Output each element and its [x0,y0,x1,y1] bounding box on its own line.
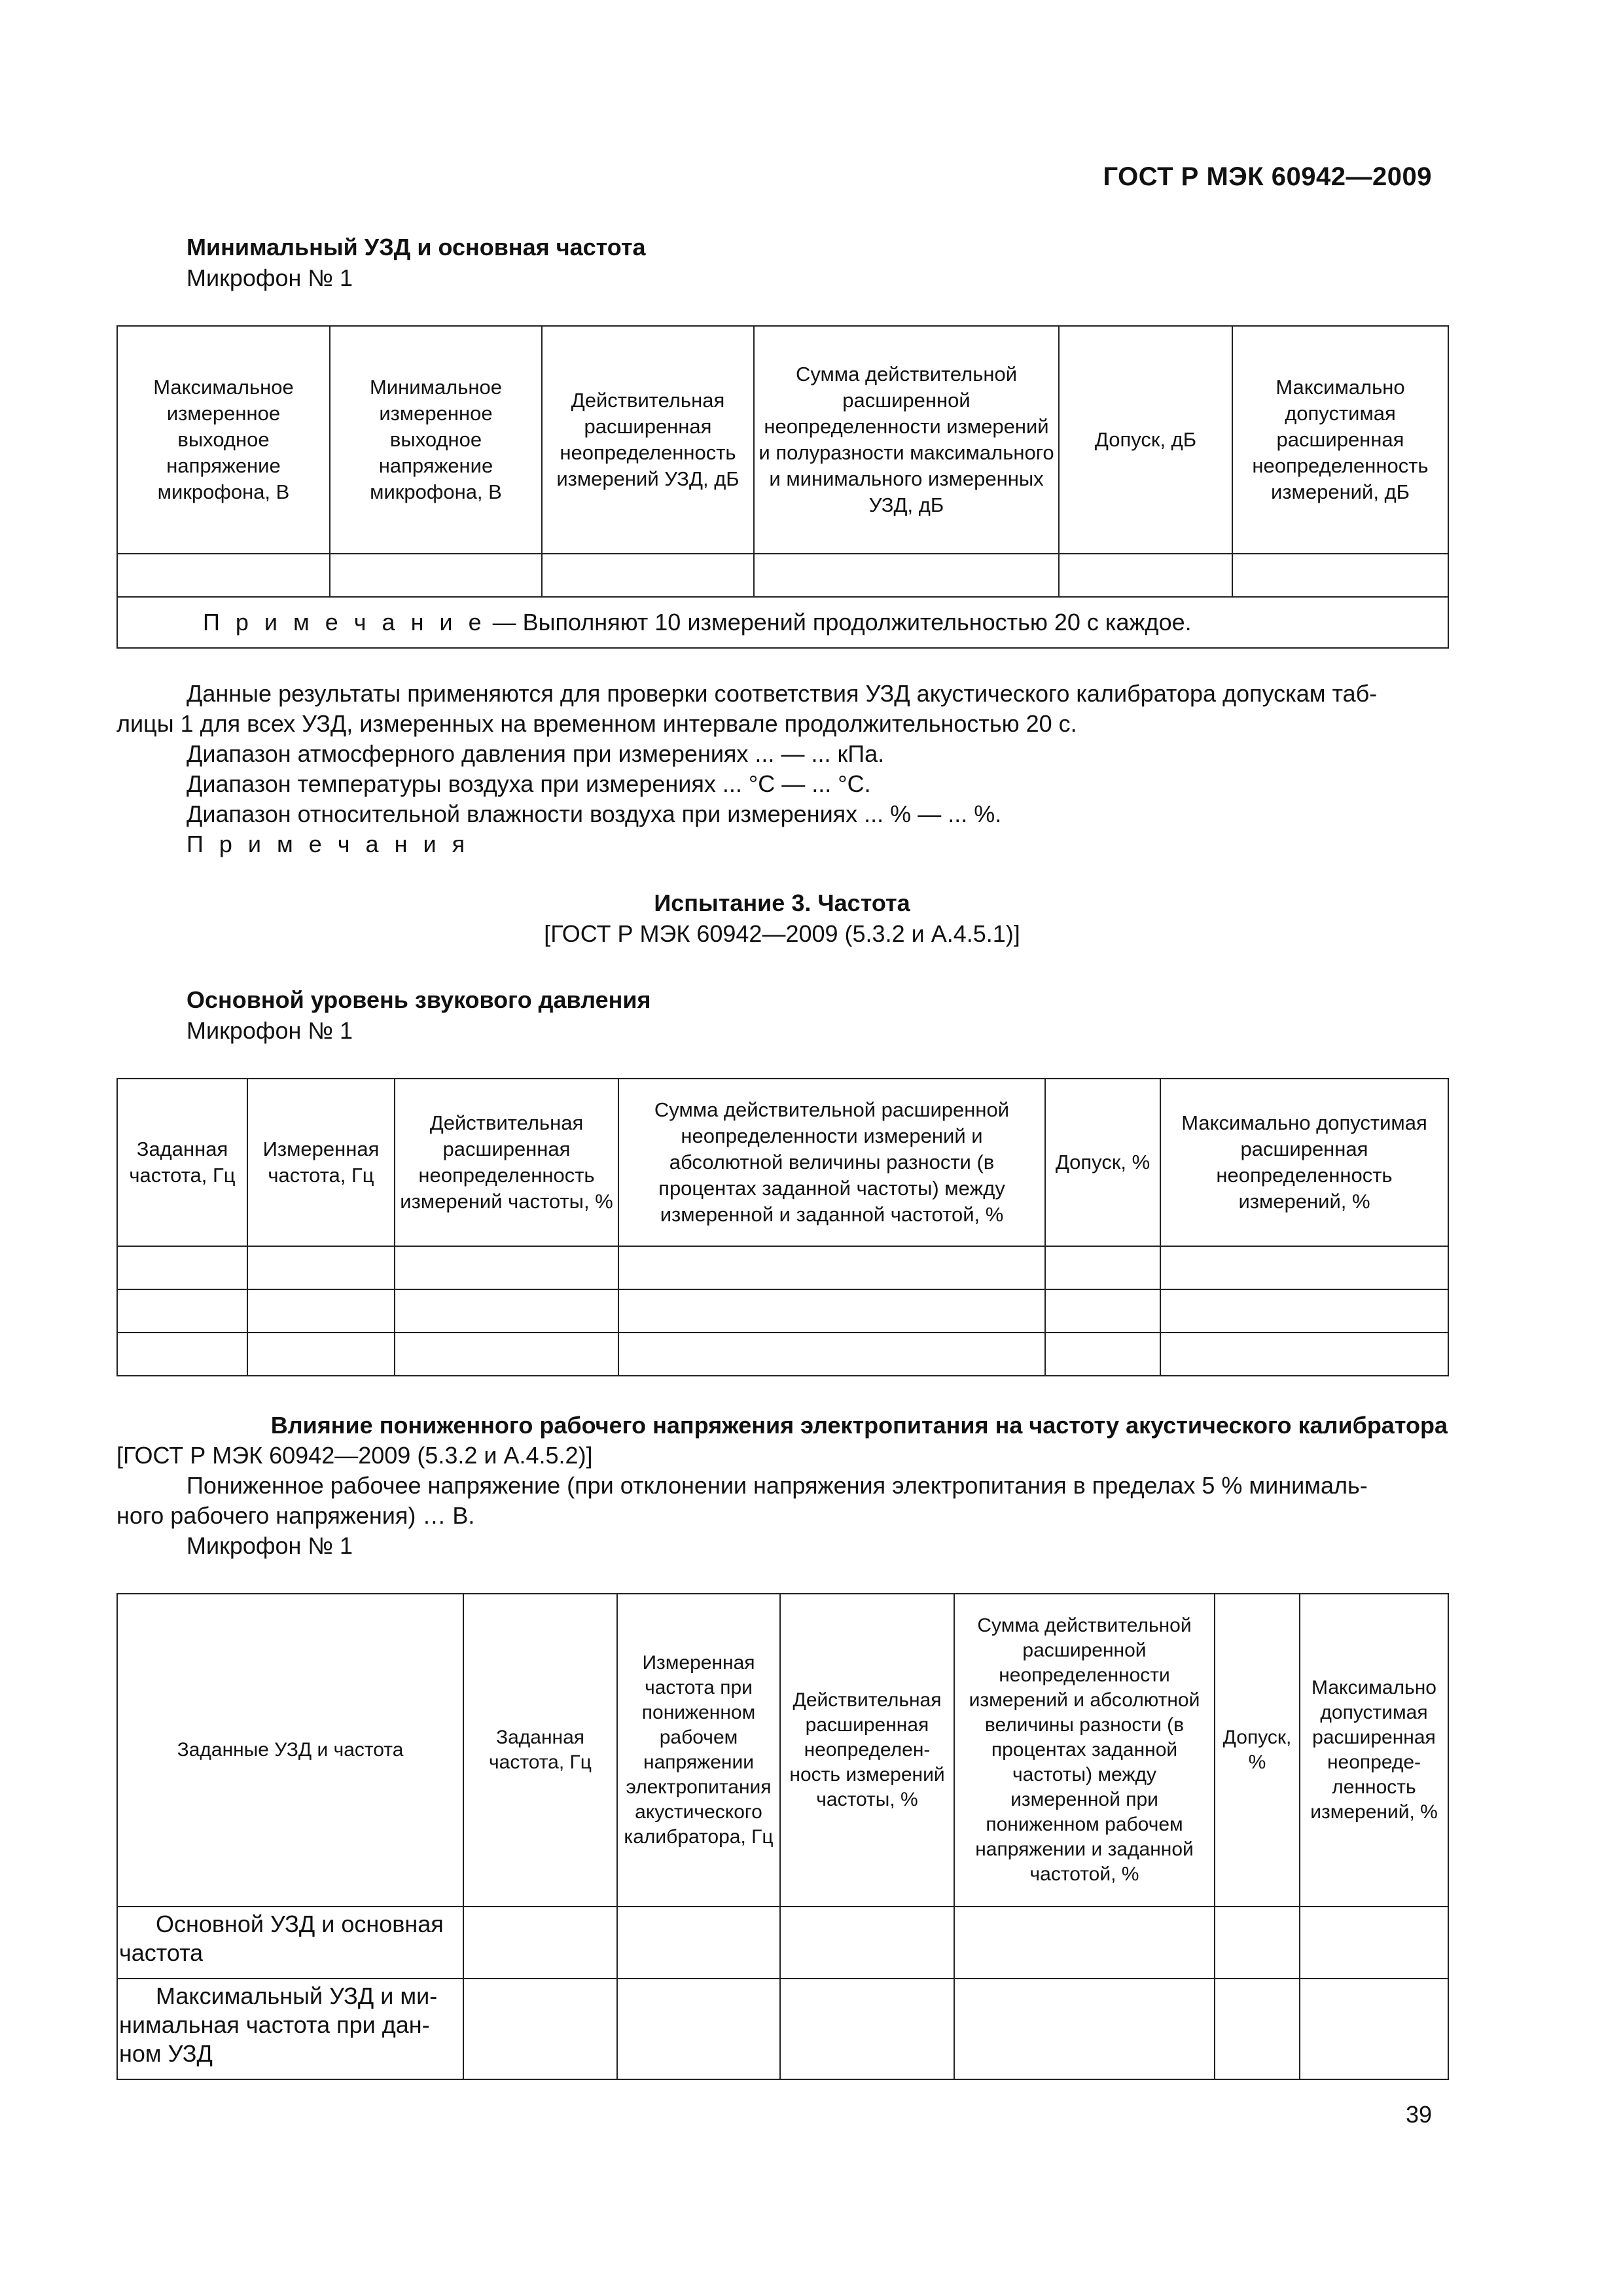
table-cell-empty [1045,1289,1160,1333]
section3-reference: [ГОСТ Р МЭК 60942—2009 (5.3.2 и А.4.5.2)] [116,1442,593,1469]
table-cell-empty [780,1907,954,1979]
table-header-cell: Допуск, дБ [1059,326,1232,554]
table-cell-empty [617,1907,780,1979]
table-header-cell: Максимально допустимая расширенная неопреде-ленность измерений, % [1300,1594,1448,1907]
table-cell-empty [395,1246,618,1289]
table-cell-empty [1160,1289,1448,1333]
table-cell-empty [954,1979,1215,2079]
paragraph-line: Данные результаты применяются для проверки соответствия УЗД акустического калибратора допускам таб- [187,680,1378,707]
table-row [117,1979,1448,2079]
table-cell-empty [618,1333,1045,1376]
table-header-cell: Допуск, % [1045,1079,1160,1246]
table-section1 [116,325,1449,649]
paragraph-line: ного рабочего напряжения) … В. [116,1502,475,1529]
table-cell-empty [1160,1246,1448,1289]
table-row [117,1246,1448,1289]
table-cell-empty [954,1907,1215,1979]
pressure-range-text: Диапазон атмосферного давления при измерениях ... — ... кПа. [187,740,885,767]
section3-microphone: Микрофон № 1 [187,1532,353,1559]
test3-title: Испытание 3. Частота [654,889,910,916]
table-cell-empty [247,1289,395,1333]
table-cell-empty [618,1246,1045,1289]
table-header-cell: Максимально допустимая расширенная неопределенность измерений, дБ [1232,326,1448,554]
table-header-row [117,1079,1448,1246]
table-header-cell: Сумма действительной расширенной неопределенности измерений и полуразности максимального и минимального измеренных УЗД, дБ [754,326,1059,554]
table-header-cell: Заданные УЗД и частота [117,1594,463,1907]
section2-title: Основной уровень звукового давления [187,986,651,1013]
table-header-cell: Действительная расширенная неопределенность измерений частоты, % [395,1079,618,1246]
note-text: — Выполняют 10 измерений продолжительностью 20 с каждое. [486,609,1192,636]
table-header-cell: Заданная частота, Гц [117,1079,247,1246]
paragraph-line: лицы 1 для всех УЗД, измеренных на временном интервале продолжительностью 20 с. [116,710,1077,737]
table-note-row [117,597,1448,648]
test3-reference: [ГОСТ Р МЭК 60942—2009 (5.3.2 и А.4.5.1)] [544,920,1020,947]
section1-title: Минимальный УЗД и основная частота [187,234,646,260]
notes-label: П р и м е ч а н и я [187,831,470,857]
note-label: П р и м е ч а н и е [203,609,486,636]
table-header-cell: Допуск, % [1215,1594,1300,1907]
table-cell-empty [117,1289,247,1333]
table-header-cell: Заданная частота, Гц [463,1594,617,1907]
table-cell-empty [395,1333,618,1376]
section3-title: Влияние пониженного рабочего напряжения электропитания на частоту акустического калибратора [270,1412,1448,1439]
section1-microphone: Микрофон № 1 [187,264,353,291]
table-header-cell: Действительная расширенная неопределенность измерений УЗД, дБ [542,326,754,554]
table-header-cell: Минимальное измеренное выходное напряжение микрофона, В [330,326,542,554]
table-header-cell: Сумма действительной расширенной неопределенности измерений и абсолютной величины разности (в процентах заданной частоты) между измеренной и заданной частотой, % [618,1079,1045,1246]
row-label: Основной УЗД и основная частота [117,1907,463,1979]
page-number: 39 [1405,2101,1432,2128]
table-cell-empty [1300,1979,1448,2079]
table-header-cell: Измеренная частота, Гц [247,1079,395,1246]
table-header-row [117,1594,1448,1907]
table-header-cell: Максимально допустимая расширенная неопределенность измерений, % [1160,1079,1448,1246]
table-row [117,554,1448,597]
table-note [117,597,1448,648]
table-cell-empty [1232,554,1448,597]
table-header-cell: Максимальное измеренное выходное напряжение микрофона, В [117,326,330,554]
table-cell-empty [117,1333,247,1376]
table-header-cell: Измеренная частота при пониженном рабочем напряжении электропитания акустического калибратора, Гц [617,1594,780,1907]
table-cell-empty [395,1289,618,1333]
table-cell-empty [117,1246,247,1289]
table-cell-empty [1215,1907,1300,1979]
table-header-cell: Сумма действительной расширенной неопределенности измерений и абсолютной величины разности (в процентах заданной частоты) между измеренной при пониженном рабочем напряжении и заданной частотой, % [954,1594,1215,1907]
table-cell-empty [1160,1333,1448,1376]
table-header-cell: Действительная расширенная неопределен-ность измерений частоты, % [780,1594,954,1907]
table-cell-empty [1059,554,1232,597]
section2-microphone: Микрофон № 1 [187,1017,353,1044]
table-cell-empty [247,1246,395,1289]
table-cell-empty [780,1979,954,2079]
humidity-range-text: Диапазон относительной влажности воздуха при измерениях ... % — ... %. [187,800,1002,827]
table-cell-empty [1300,1907,1448,1979]
table-row [117,1907,1448,1979]
table-section3 [116,1593,1449,2080]
row-label: Максимальный УЗД и ми-нимальная частота при дан-ном УЗД [117,1979,463,2079]
table-cell-empty [754,554,1059,597]
table-header-row [117,326,1448,554]
table-cell-empty [1215,1979,1300,2079]
table-row [117,1289,1448,1333]
table-section2 [116,1078,1449,1376]
table-cell-empty [117,554,330,597]
paragraph-line: Пониженное рабочее напряжение (при отклонении напряжения электропитания в пределах 5 % минималь- [187,1472,1368,1499]
temperature-range-text: Диапазон температуры воздуха при измерениях ... °С — ... °С. [187,770,871,797]
table-cell-empty [1045,1246,1160,1289]
table-cell-empty [618,1289,1045,1333]
table-cell-empty [1045,1333,1160,1376]
table-cell-empty [463,1979,617,2079]
table-cell-empty [247,1333,395,1376]
table-row [117,1333,1448,1376]
table-cell-empty [463,1907,617,1979]
document-code: ГОСТ Р МЭК 60942—2009 [1103,162,1432,191]
table-cell-empty [617,1979,780,2079]
table-cell-empty [330,554,542,597]
table-cell-empty [542,554,754,597]
